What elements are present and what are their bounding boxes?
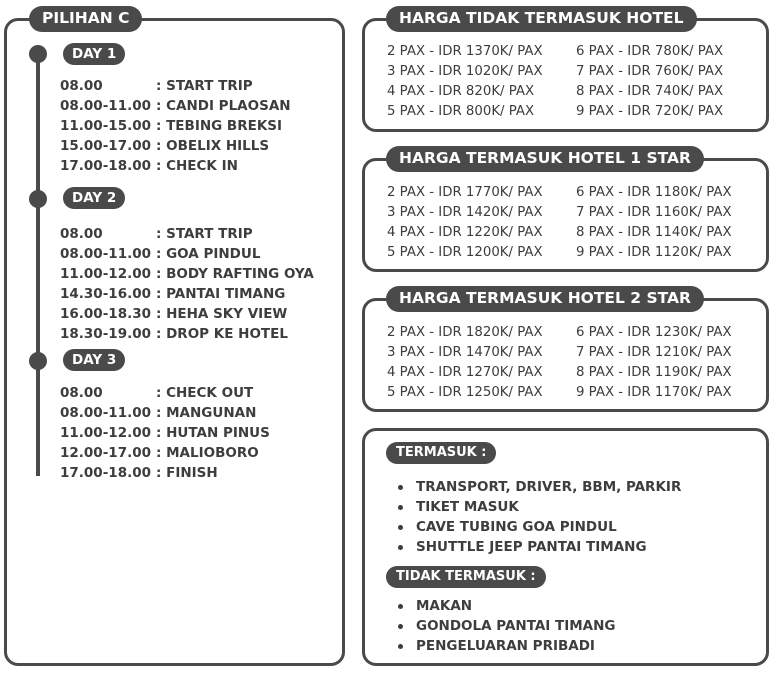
schedule-activity: : HEHA SKY VIEW <box>156 306 288 322</box>
price-cell: 4 PAX - IDR 1220K/ PAX <box>387 225 543 240</box>
schedule-row <box>60 383 270 403</box>
price-row <box>387 203 732 223</box>
price-row <box>387 243 732 263</box>
schedule-time: 08.00-11.00 <box>60 405 152 421</box>
schedule-activity: : GOA PINDUL <box>156 246 261 262</box>
day-2-label: DAY 2 <box>63 187 125 209</box>
schedule-row <box>60 423 270 443</box>
schedule-activity: : MALIOBORO <box>156 445 259 461</box>
schedule-activity: : START TRIP <box>156 226 253 242</box>
price-cell: 5 PAX - IDR 1200K/ PAX <box>387 245 543 260</box>
schedule-activity: : TEBING BREKSI <box>156 118 283 134</box>
schedule-time: 17.00-18.00 <box>60 465 152 481</box>
price-cell: 6 PAX - IDR 1230K/ PAX <box>576 325 732 340</box>
price-cell: 6 PAX - IDR 1180K/ PAX <box>576 185 732 200</box>
schedule-activity: : PANTAI TIMANG <box>156 286 286 302</box>
schedule-activity: : HUTAN PINUS <box>156 425 270 441</box>
excluded-list <box>392 596 616 656</box>
schedule-activity: : CANDI PLAOSAN <box>156 98 291 114</box>
schedule-time: 08.00 <box>60 385 103 401</box>
schedule-row <box>60 443 270 463</box>
price-row <box>387 223 732 243</box>
schedule-row <box>60 264 314 284</box>
list-item: SHUTTLE JEEP PANTAI TIMANG <box>392 537 681 557</box>
price-title-no-hotel: HARGA TIDAK TERMASUK HOTEL <box>386 6 697 32</box>
schedule-row <box>60 284 314 304</box>
schedule-time: 08.00-11.00 <box>60 98 152 114</box>
price-cell: 7 PAX - IDR 1210K/ PAX <box>576 345 732 360</box>
schedule-row <box>60 304 314 324</box>
price-cell: 9 PAX - IDR 1170K/ PAX <box>576 385 732 400</box>
schedule-time: 11.00-12.00 <box>60 425 152 441</box>
price-cell: 4 PAX - IDR 1270K/ PAX <box>387 365 543 380</box>
schedule-time: 14.30-16.00 <box>60 286 152 302</box>
schedule-activity: : MANGUNAN <box>156 405 257 421</box>
schedule-time: 11.00-12.00 <box>60 266 152 282</box>
price-cell: 2 PAX - IDR 1820K/ PAX <box>387 325 543 340</box>
price-title-hotel-1-star: HARGA TERMASUK HOTEL 1 STAR <box>386 146 704 172</box>
price-cell: 6 PAX - IDR 780K/ PAX <box>576 44 724 59</box>
schedule-row <box>60 136 291 156</box>
schedule-row <box>60 76 291 96</box>
schedule-time: 18.30-19.00 <box>60 326 152 342</box>
list-item: GONDOLA PANTAI TIMANG <box>392 616 616 636</box>
price-cell: 5 PAX - IDR 1250K/ PAX <box>387 385 543 400</box>
price-cell: 7 PAX - IDR 1160K/ PAX <box>576 205 732 220</box>
schedule-activity: : DROP KE HOTEL <box>156 326 288 342</box>
price-cell: 4 PAX - IDR 820K/ PAX <box>387 84 535 99</box>
price-cell: 5 PAX - IDR 800K/ PAX <box>387 104 535 119</box>
day-3-dot <box>29 352 47 370</box>
schedule-row <box>60 324 314 344</box>
included-label: TERMASUK : <box>386 442 496 464</box>
price-row <box>387 383 732 403</box>
price-cell: 3 PAX - IDR 1470K/ PAX <box>387 345 543 360</box>
schedule-row <box>60 244 314 264</box>
price-table-hotel-2-star <box>387 323 732 403</box>
schedule-activity: : CHECK OUT <box>156 385 254 401</box>
price-row <box>387 363 732 383</box>
schedule-row <box>60 156 291 176</box>
price-row <box>387 323 732 343</box>
schedule-activity: : FINISH <box>156 465 218 481</box>
list-item: TIKET MASUK <box>392 497 681 517</box>
price-cell: 9 PAX - IDR 1120K/ PAX <box>576 245 732 260</box>
schedule-activity: : CHECK IN <box>156 158 238 174</box>
price-row <box>387 102 723 122</box>
price-row <box>387 82 723 102</box>
schedule-time: 17.00-18.00 <box>60 158 152 174</box>
day-2-dot <box>29 190 47 208</box>
itinerary-title: PILIHAN C <box>29 6 142 32</box>
list-item: MAKAN <box>392 596 616 616</box>
schedule-row <box>60 116 291 136</box>
day-2-schedule <box>60 224 314 344</box>
day-1-dot <box>29 45 47 63</box>
price-cell: 8 PAX - IDR 1190K/ PAX <box>576 365 732 380</box>
price-row <box>387 42 723 62</box>
schedule-row <box>60 224 314 244</box>
day-1-label: DAY 1 <box>63 43 125 65</box>
price-cell: 8 PAX - IDR 740K/ PAX <box>576 84 724 99</box>
schedule-time: 12.00-17.00 <box>60 445 152 461</box>
timeline-line <box>36 52 40 476</box>
schedule-time: 11.00-15.00 <box>60 118 152 134</box>
price-table-no-hotel <box>387 42 723 122</box>
list-item: TRANSPORT, DRIVER, BBM, PARKIR <box>392 477 681 497</box>
price-cell: 2 PAX - IDR 1370K/ PAX <box>387 44 543 59</box>
schedule-time: 15.00-17.00 <box>60 138 152 154</box>
price-cell: 7 PAX - IDR 760K/ PAX <box>576 64 724 79</box>
list-item: CAVE TUBING GOA PINDUL <box>392 517 681 537</box>
day-1-schedule <box>60 76 291 176</box>
excluded-label: TIDAK TERMASUK : <box>386 566 546 588</box>
included-list <box>392 477 681 557</box>
price-table-hotel-1-star <box>387 183 732 263</box>
schedule-time: 08.00 <box>60 78 103 94</box>
day-3-label: DAY 3 <box>63 349 125 371</box>
price-row <box>387 343 732 363</box>
schedule-activity: : OBELIX HILLS <box>156 138 270 154</box>
schedule-row <box>60 403 270 423</box>
day-3-schedule <box>60 383 270 483</box>
schedule-activity: : START TRIP <box>156 78 253 94</box>
schedule-row <box>60 463 270 483</box>
price-row <box>387 183 732 203</box>
price-title-hotel-2-star: HARGA TERMASUK HOTEL 2 STAR <box>386 286 704 312</box>
schedule-time: 08.00 <box>60 226 103 242</box>
price-cell: 2 PAX - IDR 1770K/ PAX <box>387 185 543 200</box>
schedule-time: 08.00-11.00 <box>60 246 152 262</box>
schedule-row <box>60 96 291 116</box>
list-item: PENGELUARAN PRIBADI <box>392 636 616 656</box>
price-cell: 3 PAX - IDR 1020K/ PAX <box>387 64 543 79</box>
schedule-time: 16.00-18.30 <box>60 306 152 322</box>
schedule-activity: : BODY RAFTING OYA <box>156 266 314 282</box>
price-cell: 8 PAX - IDR 1140K/ PAX <box>576 225 732 240</box>
price-cell: 3 PAX - IDR 1420K/ PAX <box>387 205 543 220</box>
price-cell: 9 PAX - IDR 720K/ PAX <box>576 104 724 119</box>
price-row <box>387 62 723 82</box>
